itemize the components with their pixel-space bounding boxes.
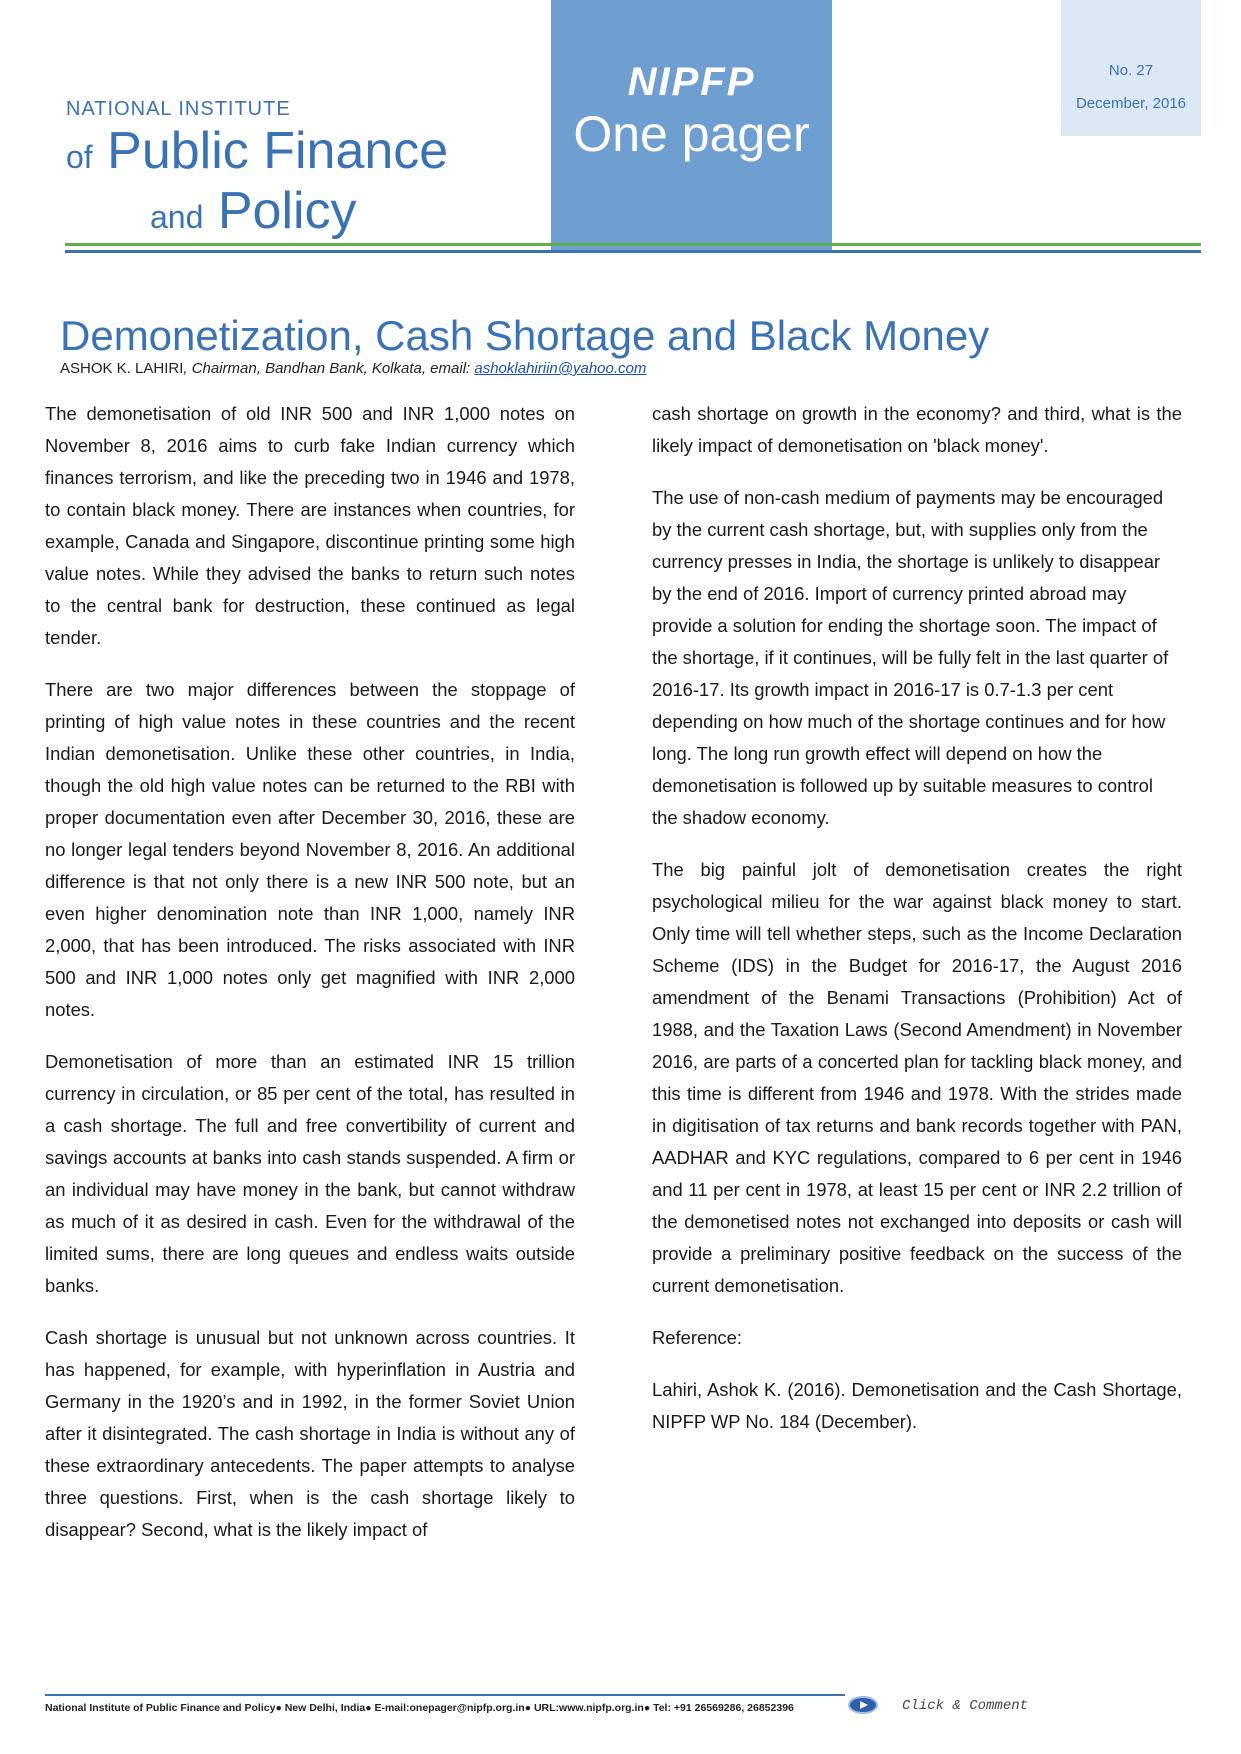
author-email-link[interactable]: ashoklahiriin@yahoo.com (474, 360, 647, 377)
institute-of: of (66, 139, 93, 175)
header-rule-green (65, 243, 1201, 246)
paragraph-4: Cash shortage is unusual but not unknown across countries. It has happened, for example, with hyperinflation in Austria and Germany in the 1920’s and in 1992, in the former Soviet Union after it disintegrated. The cash shortage in India is without any of these extraordinary antecedents. The paper attempts to analyse three questions. First, when is the cash shortage likely to disappear? Second, what is the likely impact of (45, 1327, 575, 1540)
paragraph-7: The big painful jolt of demonetisation creates the right psychological milieu for the war against black money to start. Only time will tell whether steps, such as the Income Declaration Scheme (IDS) in the Budget for 2016-17, the August 2016 amendment of the Benami Transactions (Prohibition) Act of 1988, and the Taxation Laws (Second Amendment) in November 2016, are parts of a concerted plan for tackling black money, and this time is different from 1946 and 1978. With the strides made in digitisation of tax returns and bank records together with PAN, AADHAR and KYC regulations, compared to 6 per cent in 1946 and 11 per cent in 1978, at least 15 per cent or INR 2.2 trillion of the demonetised notes not exchanged into deposits or cash will provide a preliminary positive feedback on the success of the current demonetisation. (652, 859, 1182, 1296)
footer-rule (45, 1694, 845, 1696)
byline (60, 360, 646, 377)
institute-and: and (150, 199, 204, 235)
play-arrow-icon[interactable] (848, 1696, 878, 1714)
issue-number: No. 27 (1108, 62, 1154, 79)
paragraph-6: The use of non-cash medium of payments may be encouraged by the current cash shortage, but, with supplies only from the currency presses in India, the shortage is unlikely to disappear by the end of 2016. Import of currency printed abroad may provide a solution for ending the shortage soon. The impact of the shortage, if it continues, will be fully felt in the last quarter of 2016-17. Its growth impact in 2016-17 is 0.7-1.3 per cent depending on how much of the shortage continues and for how long. The long run growth effect will depend on how the demonetisation is followed up by suitable measures to control the shadow economy. (652, 487, 1169, 828)
institute-line1: NATIONAL INSTITUTE (66, 98, 291, 120)
reference-entry: Lahiri, Ashok K. (2016). Demonetisation and the Cash Shortage, NIPFP WP No. 184 (December). (652, 1379, 1182, 1432)
reference-heading: Reference: (652, 1327, 742, 1348)
issue-date: December, 2016 (1075, 95, 1187, 112)
header-rule-blue (65, 250, 1201, 253)
author-affiliation: , Chairman, Bandhan Bank, Kolkata, email: (183, 360, 475, 377)
one-pager-banner (551, 0, 832, 250)
click-and-comment-link[interactable]: Click & Comment (902, 1698, 1029, 1714)
institute-logo (66, 98, 448, 244)
nipfp-logo: NIPFP (627, 60, 756, 104)
left-column (45, 398, 575, 1566)
right-column (652, 398, 1182, 1458)
issue-info (1061, 0, 1201, 136)
paragraph-5: cash shortage on growth in the economy? and third, what is the likely impact of demonetisation on 'black money'. (652, 403, 1182, 456)
article-title: Demonetization, Cash Shortage and Black Money (60, 312, 990, 359)
paragraph-2: There are two major differences between the stoppage of printing of high value notes in these countries and the recent Indian demonetisation. Unlike these other countries, in India, though the old high value notes can be returned to the RBI with proper documentation even after December 30, 2016, these are no longer legal tenders beyond November 8, 2016. An additional difference is that not only there is a new INR 500 note, but an even higher denomination note than INR 1,000, namely INR 2,000, that has been introduced. The risks associated with INR 500 and INR 1,000 notes only get magnified with INR 2,000 notes. (45, 679, 575, 1020)
footer-contact: National Institute of Public Finance and Policy● New Delhi, India● E-mail:onepager@nipfp.org.in● URL:www.nipfp.org.in● Tel: +91 26569286, 26852396 (45, 1702, 794, 1714)
author-name: ASHOK K. LAHIRI (60, 360, 184, 377)
institute-policy: Policy (217, 182, 357, 240)
product-title: One pager (573, 106, 810, 162)
institute-pf: Public Finance (107, 122, 449, 180)
paragraph-3: Demonetisation of more than an estimated INR 15 trillion currency in circulation, or 85 per cent of the total, has resulted in a cash shortage. The full and free convertibility of current and savings accounts at banks into cash stands suspended. A firm or an individual may have money in the bank, but cannot withdraw as much of it as desired in cash. Even for the withdrawal of the limited sums, there are long queues and endless waits outside banks. (45, 1051, 575, 1296)
institute-line2 (66, 124, 448, 184)
institute-line3 (66, 184, 448, 244)
paragraph-1: The demonetisation of old INR 500 and INR 1,000 notes on November 8, 2016 aims to curb fake Indian currency which finances terrorism, and like the preceding two in 1946 and 1978, to contain black money. There are instances when countries, for example, Canada and Singapore, discontinue printing some high value notes. While they advised the banks to return such notes to the central bank for destruction, these continued as legal tender. (45, 403, 575, 648)
